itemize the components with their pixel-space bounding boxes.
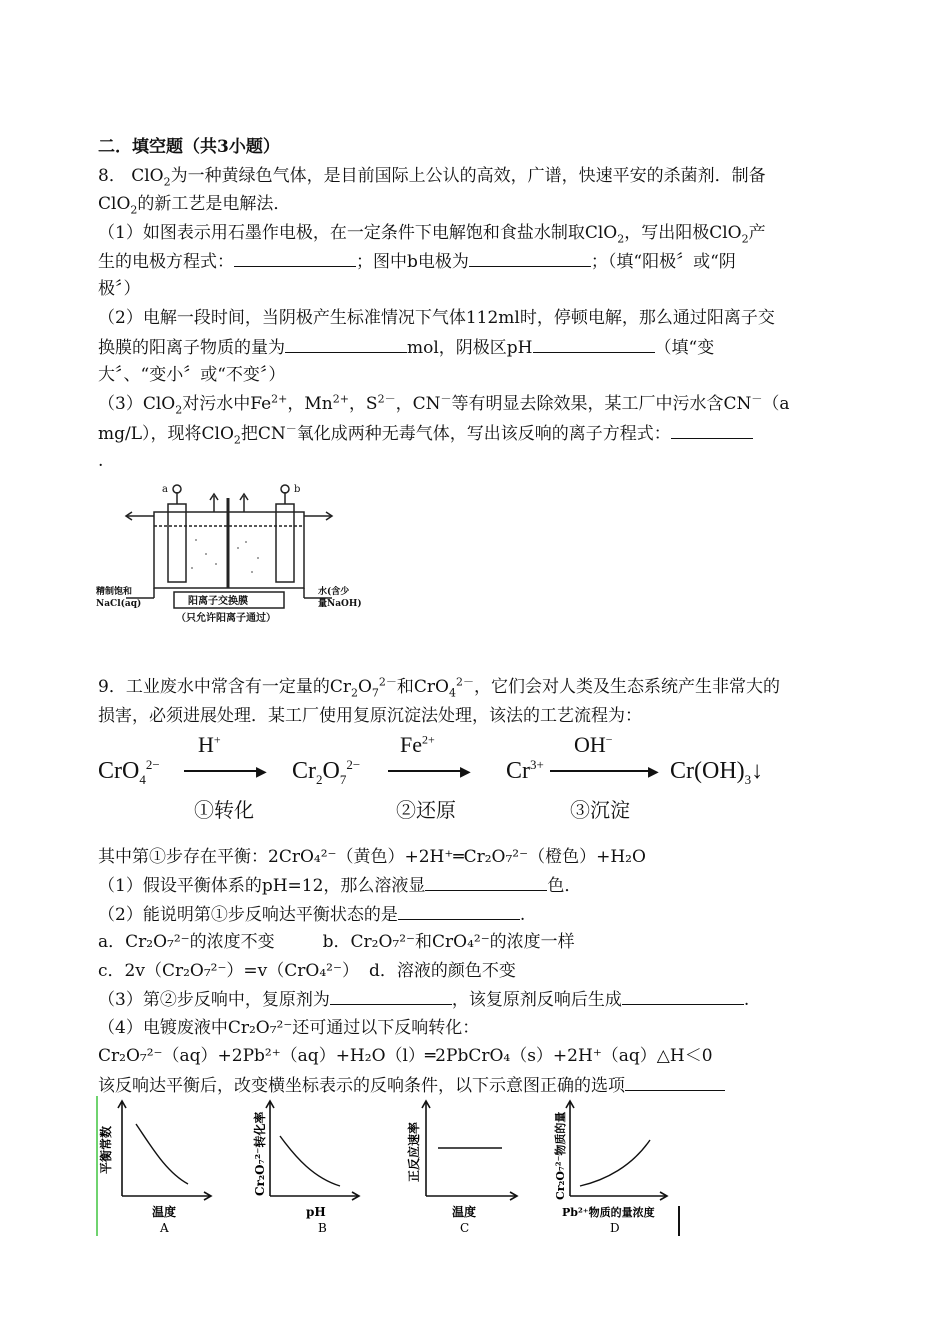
text: ClO	[131, 166, 164, 186]
curve-b	[280, 1136, 340, 1186]
answer-blank[interactable]	[469, 250, 591, 267]
text: O	[322, 758, 340, 784]
q9-equation-2: Cr₂O₇²⁻（aq）+2Pb²⁺（aq）+H₂O（l）═2PbCrO₄（s）+2H⁺（aq）△H＜0	[98, 1046, 713, 1066]
graph-b-ylabel: Cr₂O₇²⁻转化率	[253, 1111, 267, 1196]
graph-c-ylabel: 正反应速率	[407, 1121, 421, 1182]
q9-intro-line2: 损害，必须进展处理．某工厂使用复原沉淀法处理，该法的工艺流程为：	[98, 706, 642, 726]
graph-a-xlabel: 温度	[152, 1205, 177, 1219]
membrane-note: （只允许阳离子通过）	[176, 613, 276, 624]
text: H	[198, 732, 214, 757]
text: ↓	[751, 758, 764, 784]
graph-c-letter: C	[460, 1221, 470, 1235]
q9-part2	[98, 903, 525, 926]
answer-blank[interactable]	[285, 336, 407, 353]
graph-d	[553, 1101, 667, 1235]
label-a: a	[162, 484, 168, 495]
q9-part4: （4）电镀废液中Cr₂O₇²⁻还可通过以下反响转化：	[98, 1018, 480, 1038]
flow-reagent-3	[574, 732, 613, 758]
q8-part3-line1: （3）ClO$_2$对污水中$Fe^{2+}$，$Mn^{2+}$，$S^{2-}$，CN－等有明显去除效果，某工厂中污水含CN－（a	[98, 392, 790, 417]
option-d: d．溶液的颜色不变	[368, 961, 516, 981]
graph-c-xlabel: 温度	[452, 1205, 477, 1219]
graph-b-xlabel: pH	[306, 1205, 326, 1219]
membrane-label: 阳离子交换膜	[188, 596, 248, 607]
flow-reagent-1	[198, 732, 221, 758]
text: 换膜的阳离子物质的量为	[98, 338, 285, 358]
text: 2−	[346, 757, 361, 772]
left-inlet-label-1: 精制饱和	[96, 587, 133, 597]
text: mg/L），现将ClO	[98, 424, 234, 444]
text: O	[357, 677, 372, 697]
electrode-b	[276, 504, 294, 582]
q8-part1-line3: 极〞）	[98, 279, 141, 299]
text: 2+	[422, 732, 435, 747]
text: 生的电极方程式：	[98, 252, 234, 272]
q9-intro-line1: 9．工业废水中常含有一定量的$Cr_2O_7^{2-}$和CrO$_4^{2-}$，它们会对人类及生态系统产生非常大的	[98, 675, 780, 700]
text: （3）第②步反响中，复原剂为	[98, 990, 330, 1010]
text: 2	[316, 771, 323, 787]
text: 3+	[530, 757, 544, 772]
text: 等有明显去除效果，某工厂中污水含CN	[451, 394, 752, 414]
text: .	[743, 990, 750, 1010]
flow-species-1	[98, 758, 160, 785]
flow-step-1: ①转化	[194, 800, 254, 822]
q9-options-ab	[98, 931, 575, 953]
text: （1）假设平衡体系的pH=12，那么溶液显	[98, 876, 426, 896]
process-flow: CrO$_4^{2-}$ H+ ▶ ①转化 $Cr_2O_7^{2-}$ $Fe^{2+}$ ▶ ②还原 $Cr^{3+}$ OH− ▶ ③沉淀 $Cr(OH)_3↓$	[98, 732, 764, 822]
q9-part5	[98, 1074, 725, 1097]
text: （1）如图表示用石墨作电极，在一定条件下电解饱和食盐水制取ClO	[98, 223, 618, 243]
curve-d	[580, 1140, 650, 1186]
graph-b-letter: B	[318, 1221, 327, 1235]
flow-species-3	[506, 758, 544, 785]
graphs-panel	[96, 1096, 682, 1238]
text: Cr	[292, 758, 316, 784]
text: 该反响达平衡后，改变横坐标表示的反响条件，以下示意图正确的选项	[98, 1076, 625, 1096]
text: ，它们会对人类及生态系统产生非常大的	[473, 677, 780, 697]
flow-reagent-2	[400, 732, 435, 758]
q9-equilibrium-eq: 其中第①步存在平衡：2CrO₄²⁻（黄色）+2H⁺═Cr₂O₇²⁻（橙色）+H₂O	[98, 847, 646, 867]
text: （a	[762, 394, 790, 414]
q9-part3	[98, 988, 749, 1011]
text: mol，阴极区pH	[407, 338, 533, 358]
text: 产	[748, 223, 766, 243]
q8-number: 8．	[98, 166, 126, 186]
answer-blank[interactable]	[671, 422, 753, 439]
text: Fe	[400, 732, 422, 757]
q8-part3-line2: mg/L），现将ClO$_2$把CN－氧化成两种无毒气体，写出该反响的离子方程式：	[98, 422, 753, 445]
q8-part3-line3: .	[98, 451, 104, 471]
text: −	[605, 732, 613, 747]
text: 氧化成两种无毒气体，写出该反响的离子方程式：	[296, 424, 671, 444]
graph-d-xlabel: Pb²⁺物质的量浓度	[562, 1206, 655, 1219]
section-heading: 二．填空题（共3小题）	[98, 137, 280, 157]
graph-a	[98, 1101, 211, 1235]
answer-blank[interactable]	[234, 250, 356, 267]
graph-d-letter: D	[610, 1221, 620, 1235]
graph-a-letter: A	[160, 1221, 169, 1235]
text: 对污水中Fe	[182, 394, 272, 414]
electrolysis-diagram	[96, 476, 366, 626]
text: ；图中b电极为	[356, 252, 469, 272]
text: （2）能说明第①步反响达平衡状态的是	[98, 905, 398, 925]
text: OH	[574, 732, 606, 757]
answer-blank[interactable]	[398, 903, 520, 920]
flow-step-2: ②还原	[396, 800, 456, 822]
text: （3）ClO	[98, 394, 176, 414]
text: .	[519, 905, 526, 925]
q8-part2-line3: 大〞、“变小〞或“不变〞）	[98, 365, 286, 385]
option-c: c．2v（Cr₂O₇²⁻）=v（CrO₄²⁻）	[98, 961, 359, 981]
graph-a-ylabel: 平衡常数	[99, 1125, 113, 1174]
text: （填“变	[654, 338, 715, 358]
graph-c	[406, 1101, 517, 1235]
q8-part2-line2	[98, 336, 714, 359]
right-inlet-label-2: 量NaOH)	[318, 599, 362, 609]
text: 7	[339, 771, 347, 787]
option-a: a．Cr₂O₇²⁻的浓度不变	[98, 932, 275, 952]
text: 色．	[547, 876, 582, 896]
flow-species-2	[292, 758, 360, 785]
flow-arrow-2	[388, 770, 466, 772]
text: Cr	[506, 758, 530, 784]
q8-part1-line1: （1）如图表示用石墨作电极，在一定条件下电解饱和食盐水制取ClO$_2$，写出阳极ClO$_2$产	[98, 223, 766, 246]
flow-arrow-1	[184, 770, 262, 772]
text: ，写出阳极ClO	[624, 223, 742, 243]
text: 4	[139, 771, 146, 787]
text: 3	[744, 771, 752, 787]
text: 的新工艺是电解法．	[137, 194, 291, 214]
text: Cr(OH)	[670, 758, 745, 784]
q8-part2-line1: （2）电解一段时间，当阴极产生标准情况下气体112ml时，停顿电解，那么通过阳离子交	[98, 308, 775, 328]
flow-step-3: ③沉淀	[570, 800, 630, 822]
text: ，S	[348, 394, 378, 414]
text: ，CN	[395, 394, 441, 414]
q8-intro-line1: 8． ClO$_2$为一种黄绿色气体，是目前国际上公认的高效，广谱，快速平安的杀菌剂．制备	[98, 166, 766, 189]
text: 为一种黄绿色气体，是目前国际上公认的高效，广谱，快速平安的杀菌剂．制备	[170, 166, 766, 186]
electrode-a	[168, 504, 186, 582]
text: 把CN	[240, 424, 286, 444]
flow-species-4	[670, 758, 763, 785]
option-b: b．Cr₂O₇²⁻和CrO₄²⁻的浓度一样	[322, 932, 575, 952]
text: ，该复原剂反响后生成	[451, 990, 622, 1010]
text: 9．工业废水中常含有一定量的Cr	[98, 677, 351, 697]
text: ，Mn	[287, 394, 333, 414]
text: 2−	[145, 757, 160, 772]
answer-blank[interactable]	[533, 336, 655, 353]
graph-d-ylabel: Cr₂O₇²⁻物质的量	[554, 1111, 567, 1200]
text: ClO	[98, 194, 131, 214]
text: CrO	[98, 758, 140, 784]
answer-blank[interactable]	[330, 988, 452, 1005]
flow-arrow-3	[550, 770, 654, 772]
q9-options-cd	[98, 960, 516, 982]
answer-blank[interactable]	[425, 874, 547, 891]
text: 和CrO	[396, 677, 449, 697]
q8-intro-line2: ClO$_2$的新工艺是电解法．	[98, 194, 291, 217]
q8-part1-line2	[98, 250, 736, 273]
text: +	[213, 732, 221, 747]
text: ；（填“阳极〞或“阴	[590, 252, 736, 272]
answer-blank[interactable]	[625, 1074, 725, 1091]
left-inlet-label-2: NaCl(aq)	[96, 599, 142, 609]
label-b: b	[294, 484, 301, 495]
curve-a	[136, 1124, 188, 1184]
answer-blank[interactable]	[622, 988, 744, 1005]
graph-b	[252, 1101, 359, 1235]
right-inlet-label-1: 水(含少	[318, 587, 350, 597]
q9-part1	[98, 874, 581, 897]
